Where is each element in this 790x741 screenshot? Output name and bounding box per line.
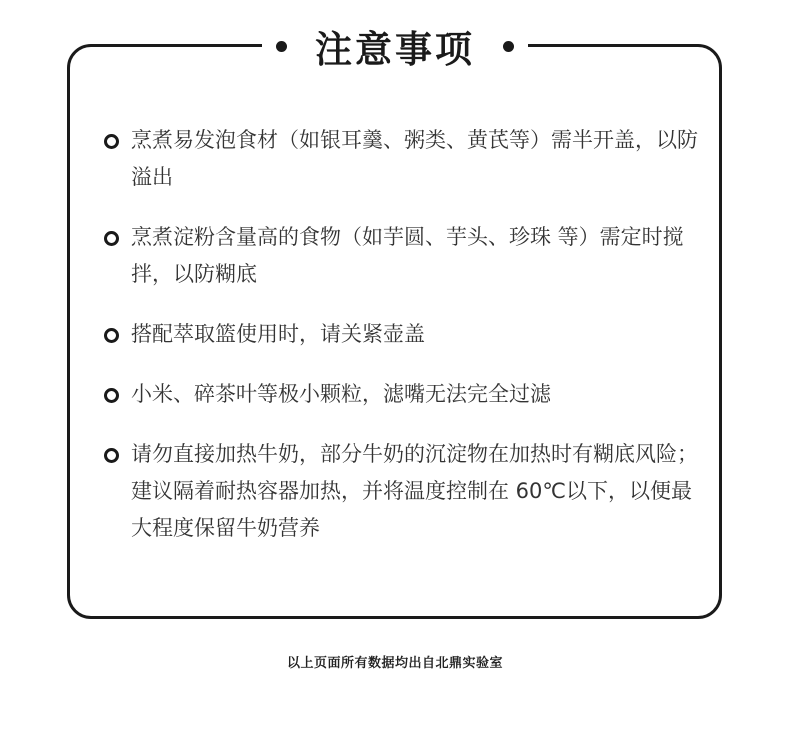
notice-item [104, 376, 704, 413]
page-title: 注意事项 [315, 28, 475, 71]
circle-bullet-icon [104, 328, 119, 343]
notice-item-text: 请勿直接加热牛奶，部分牛奶的沉淀物在加热时有糊底风险；建议隔着耐热容器加热，并将温度控制在 60℃以下，以便最大程度保留牛奶营养 [131, 442, 698, 540]
notice-item-text: 烹煮淀粉含量高的食物（如芋圆、芋头、珍珠 等）需定时搅拌，以防糊底 [131, 225, 684, 286]
footer-note: 以上页面所有数据均出自北鼎实验室 [286, 656, 503, 671]
circle-bullet-icon [104, 134, 119, 149]
notice-item-text: 搭配萃取篮使用时，请关紧壶盖 [131, 322, 425, 346]
circle-bullet-icon [104, 388, 119, 403]
circle-bullet-icon [104, 448, 119, 463]
notice-item-text: 小米、碎茶叶等极小颗粒，滤嘴无法完全过滤 [131, 382, 551, 406]
circle-bullet-icon [104, 231, 119, 246]
notice-item [104, 316, 704, 353]
notice-list [104, 122, 704, 570]
notice-item [104, 219, 704, 293]
notice-item [104, 122, 704, 196]
notice-item-text: 烹煮易发泡食材（如银耳羹、粥类、黄芪等）需半开盖，以防溢出 [131, 128, 698, 189]
notice-item [104, 436, 704, 547]
